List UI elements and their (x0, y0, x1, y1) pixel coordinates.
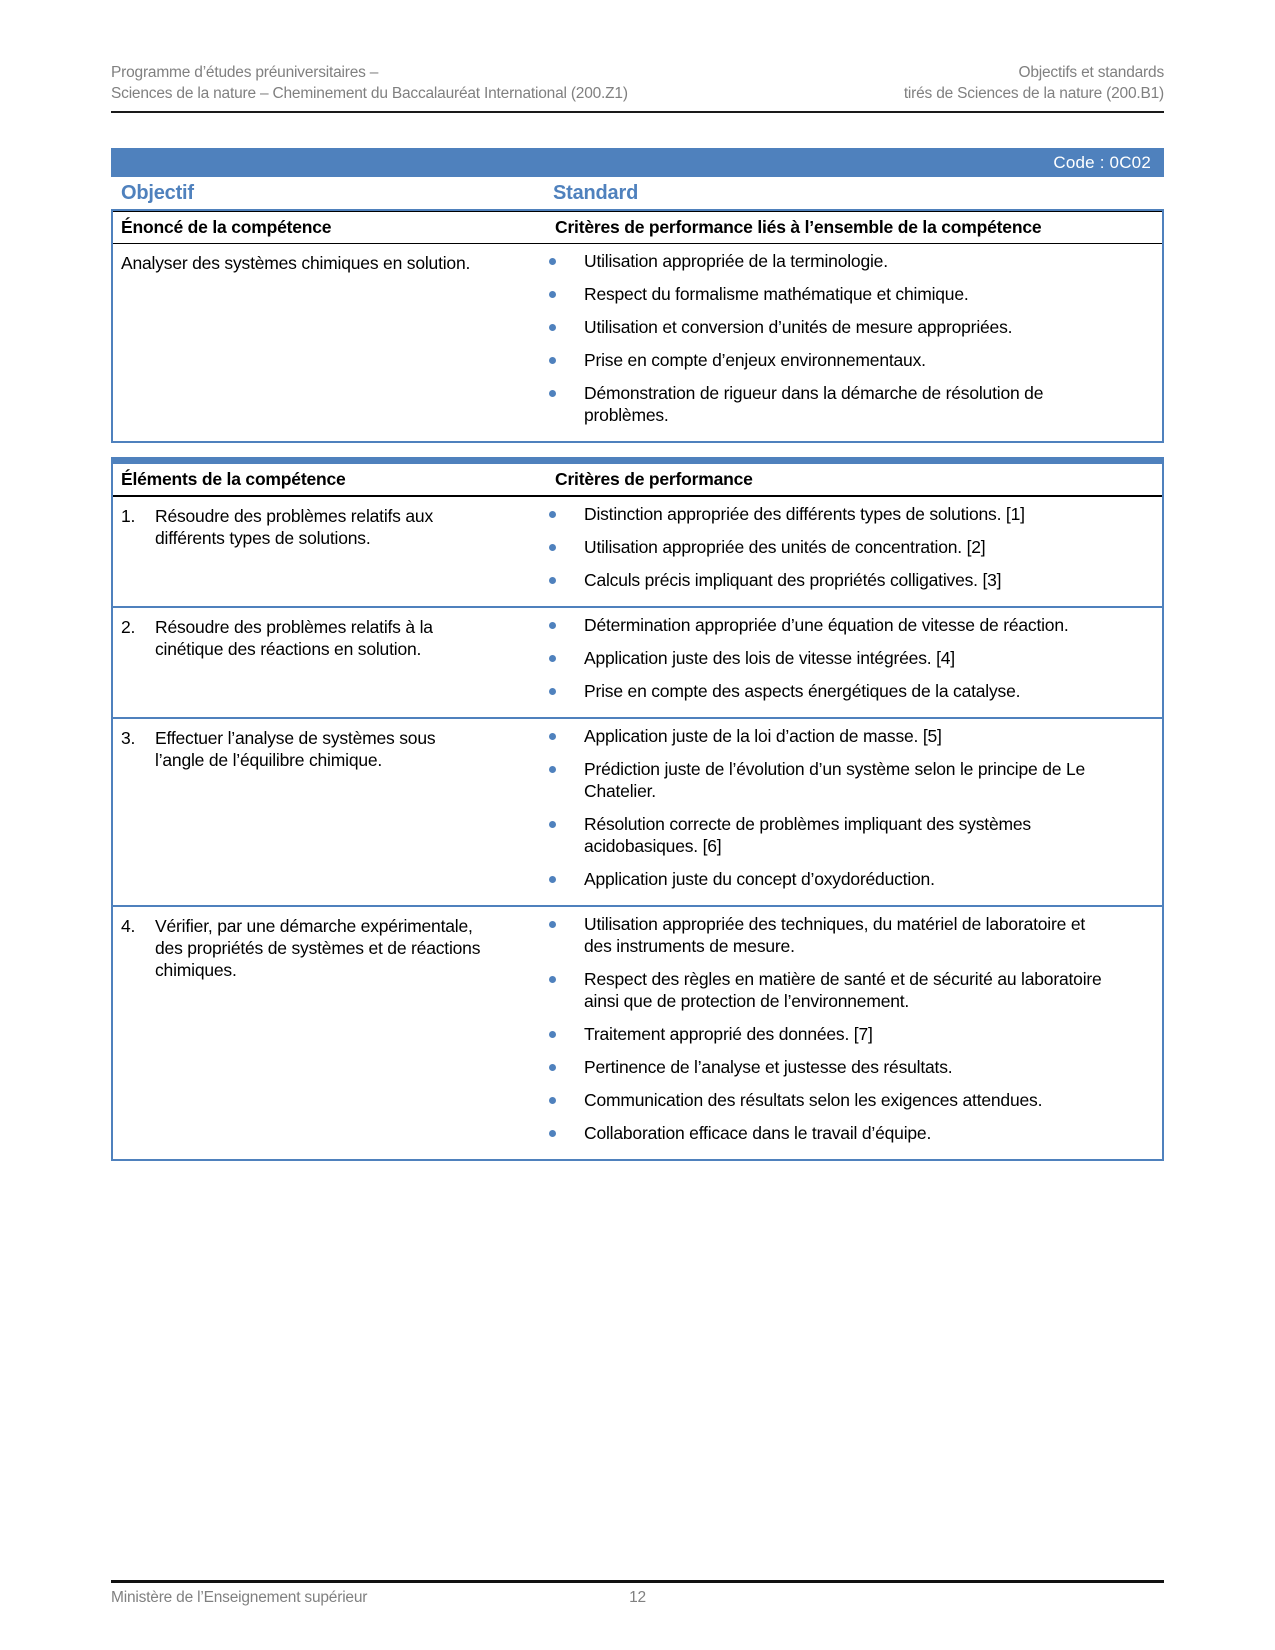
element-row-2 (113, 606, 1162, 717)
criterion-item: Prise en compte d’enjeux environnementaux. (547, 349, 1150, 371)
criteria-cell (547, 907, 1162, 1159)
ministry-name: Ministère de l’Enseignement supérieur (111, 1589, 368, 1606)
element-text: Résoudre des problèmes relatifs aux différents types de solutions. (155, 506, 434, 548)
element-row-3 (113, 717, 1162, 905)
running-footer (111, 1580, 1164, 1607)
element-number: 4. (121, 916, 136, 936)
table1-header-left: Énoncé de la compétence (121, 217, 332, 237)
standards-title-line1: Objectifs et standards (1018, 64, 1164, 81)
criteria-cell (547, 608, 1162, 717)
element-row-1 (113, 497, 1162, 606)
criterion-item: Respect du formalisme mathématique et chimique. (547, 283, 1150, 305)
code-label: Code : 0C02 (1053, 153, 1151, 172)
table1-header-right: Critères de performance liés à l’ensemble de la compétence (555, 217, 1042, 237)
criterion-item: Prédiction juste de l’évolution d’un système selon le principe de Le Chatelier. (547, 758, 1150, 802)
element-cell (113, 907, 547, 1159)
objectif-heading: Objectif (121, 182, 194, 204)
criteria-list (547, 503, 1150, 591)
code-bar (111, 148, 1164, 177)
standard-heading: Standard (553, 182, 639, 204)
competency-statement-table (111, 209, 1164, 443)
criterion-item: Application juste de la loi d’action de masse. [5] (547, 725, 1150, 747)
table2-header-left: Éléments de la compétence (121, 469, 346, 489)
criteria-cell (547, 497, 1162, 606)
table2-header-right: Critères de performance (555, 469, 753, 489)
competency-elements-table (111, 457, 1164, 1161)
program-title-line1: Programme d’études préuniversitaires – (111, 64, 379, 81)
element-cell (113, 497, 547, 606)
element-number: 2. (121, 617, 136, 637)
criteria-list (547, 250, 1150, 426)
footer-spacer (646, 1589, 1164, 1607)
criterion-item: Application juste du concept d’oxydoréduction. (547, 868, 1150, 890)
criterion-item: Utilisation appropriée des techniques, du matériel de laboratoire et des instruments de mesure. (547, 913, 1150, 957)
table2-header-row (113, 464, 1162, 497)
competency-statement: Analyser des systèmes chimiques en solution. (121, 253, 471, 273)
element-cell (113, 719, 547, 905)
criterion-item: Communication des résultats selon les exigences attendues. (547, 1089, 1150, 1111)
criterion-item: Démonstration de rigueur dans la démarche de résolution de problèmes. (547, 382, 1150, 426)
column-headers (111, 182, 1164, 205)
element-number: 3. (121, 728, 136, 748)
criteria-cell (547, 719, 1162, 905)
element-text: Résoudre des problèmes relatifs à la cinétique des réactions en solution. (155, 617, 433, 659)
criterion-item: Utilisation appropriée des unités de concentration. [2] (547, 536, 1150, 558)
criterion-item: Respect des règles en matière de santé et de sécurité au laboratoire ainsi que de protection de l’environnement. (547, 968, 1150, 1012)
criterion-item: Application juste des lois de vitesse intégrées. [4] (547, 647, 1150, 669)
criteria-list (547, 913, 1150, 1144)
criterion-item: Résolution correcte de problèmes impliquant des systèmes acidobasiques. [6] (547, 813, 1150, 857)
element-text: Effectuer l’analyse de systèmes sous l’angle de l’équilibre chimique. (155, 728, 436, 770)
table1-body-row (113, 244, 1162, 441)
criterion-item: Collaboration efficace dans le travail d’équipe. (547, 1122, 1150, 1144)
table1-criteria-cell (547, 244, 1162, 441)
criterion-item: Traitement approprié des données. [7] (547, 1023, 1150, 1045)
element-number: 1. (121, 506, 136, 526)
criterion-item: Calculs précis impliquant des propriétés colligatives. [3] (547, 569, 1150, 591)
element-cell (113, 608, 547, 717)
criterion-item: Prise en compte des aspects énergétiques de la catalyse. (547, 680, 1150, 702)
criteria-list (547, 725, 1150, 890)
criterion-item: Utilisation appropriée de la terminologie. (547, 250, 1150, 272)
criterion-item: Utilisation et conversion d’unités de mesure appropriées. (547, 316, 1150, 338)
running-header-left (111, 62, 628, 104)
running-header-right (904, 62, 1164, 104)
running-header (111, 62, 1164, 113)
program-title-line2: Sciences de la nature – Cheminement du Baccalauréat International (200.Z1) (111, 85, 628, 102)
table1-header-row (113, 211, 1162, 244)
page-number: 12 (629, 1589, 646, 1606)
criterion-item: Détermination appropriée d’une équation de vitesse de réaction. (547, 614, 1150, 636)
element-row-4 (113, 905, 1162, 1159)
standards-title-line2: tirés de Sciences de la nature (200.B1) (903, 85, 1164, 102)
criterion-item: Pertinence de l’analyse et justesse des résultats. (547, 1056, 1150, 1078)
element-text: Vérifier, par une démarche expérimentale, des propriétés de systèmes et de réactions chimiques. (155, 916, 481, 980)
criteria-list (547, 614, 1150, 702)
criterion-item: Distinction appropriée des différents types de solutions. [1] (547, 503, 1150, 525)
